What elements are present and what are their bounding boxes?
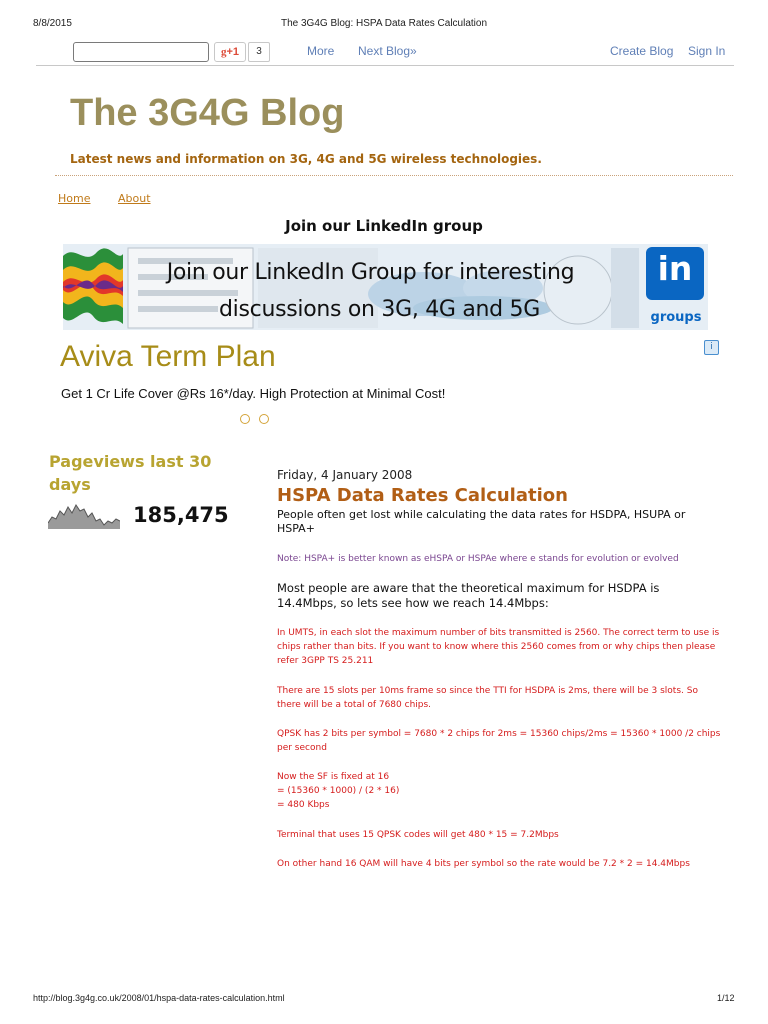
gplus-button[interactable] xyxy=(214,42,246,62)
linkedin-heading: Join our LinkedIn group xyxy=(285,217,483,235)
linkedin-groups-label: groups xyxy=(650,310,702,325)
header-divider xyxy=(55,175,733,176)
post-intro: People often get lost while calculating the data rates for HSDPA, HSUPA or HSPA+ xyxy=(277,508,686,535)
more-link[interactable]: More xyxy=(307,44,335,58)
slider-dot-2[interactable] xyxy=(259,414,269,424)
print-date: 8/8/2015 xyxy=(33,18,72,29)
blog-title[interactable]: The 3G4G Blog xyxy=(70,92,345,134)
pageviews-count: 185,475 xyxy=(133,503,229,527)
post-paragraph-slots: There are 15 slots per 10ms frame so since the TTI for HSDPA is 2ms, there will be 3 slots. So there will be a total of 7680 chips. xyxy=(277,686,698,710)
pageviews-sparkline xyxy=(48,497,120,529)
post-paragraph-qam: On other hand 16 QAM will have 4 bits per symbol so the rate would be 7.2 * 2 = 14.4Mbps xyxy=(277,859,690,869)
ad-title[interactable]: Aviva Term Plan xyxy=(60,340,276,373)
gplus-icon: g xyxy=(220,46,227,58)
post-paragraph-qpsk: QPSK has 2 bits per symbol = 7680 * 2 chips for 2ms = 15360 chips/2ms = 15360 * 1000 /2 chips per second xyxy=(277,729,721,753)
sign-in-link[interactable]: Sign In xyxy=(688,44,726,58)
pageviews-title: Pageviews last 30 days xyxy=(49,452,212,494)
navbar-divider xyxy=(36,65,734,66)
post-note: Note: HSPA+ is better known as eHSPA or HSPAe where e stands for evolution or evolved xyxy=(277,554,679,564)
print-page-number: 1/12 xyxy=(717,993,735,1003)
tab-home[interactable]: Home xyxy=(58,192,91,205)
tab-about[interactable]: About xyxy=(118,192,151,205)
next-blog-link[interactable]: Next Blog» xyxy=(358,44,417,58)
print-url: http://blog.3g4g.co.uk/2008/01/hspa-data-rates-calculation.html xyxy=(33,993,285,1003)
slider-dot-1[interactable] xyxy=(240,414,250,424)
post-paragraph-sf: Now the SF is fixed at 16 = (15360 * 1000) / (2 * 16) = 480 Kbps xyxy=(277,772,400,810)
linkedin-banner[interactable] xyxy=(63,244,708,330)
post-paragraph-umts: In UMTS, in each slot the maximum number of bits transmitted is 2560. The correct term to use is chips rather than bits. If you want to know where this 2560 comes from or why chips then please refer 3GPP TS 25.211 xyxy=(277,628,720,666)
banner-line-1: Join our LinkedIn Group for interesting xyxy=(166,260,575,285)
ad-description: Get 1 Cr Life Cover @Rs 16*/day. High Protection at Minimal Cost! xyxy=(61,386,446,401)
post-paragraph-terminal: Terminal that uses 15 QPSK codes will get 480 * 15 = 7.2Mbps xyxy=(277,830,559,840)
banner-text xyxy=(63,254,708,328)
search-input[interactable] xyxy=(73,42,209,62)
gplus-label: +1 xyxy=(226,46,240,58)
gplus-count: 3 xyxy=(248,42,270,62)
post-paragraph-aware: Most people are aware that the theoretical maximum for HSDPA is 14.4Mbps, so lets see how we reach 14.4Mbps: xyxy=(277,581,660,610)
create-blog-link[interactable]: Create Blog xyxy=(610,44,674,58)
blog-description: Latest news and information on 3G, 4G and 5G wireless technologies. xyxy=(70,152,542,166)
banner-line-2: discussions on 3G, 4G and 5G xyxy=(219,297,540,322)
post-date: Friday, 4 January 2008 xyxy=(277,468,413,482)
post-title[interactable]: HSPA Data Rates Calculation xyxy=(277,485,568,506)
linkedin-in-label: in xyxy=(657,249,693,288)
print-title: The 3G4G Blog: HSPA Data Rates Calculation xyxy=(280,18,488,29)
adchoices-icon[interactable]: i xyxy=(704,340,719,355)
